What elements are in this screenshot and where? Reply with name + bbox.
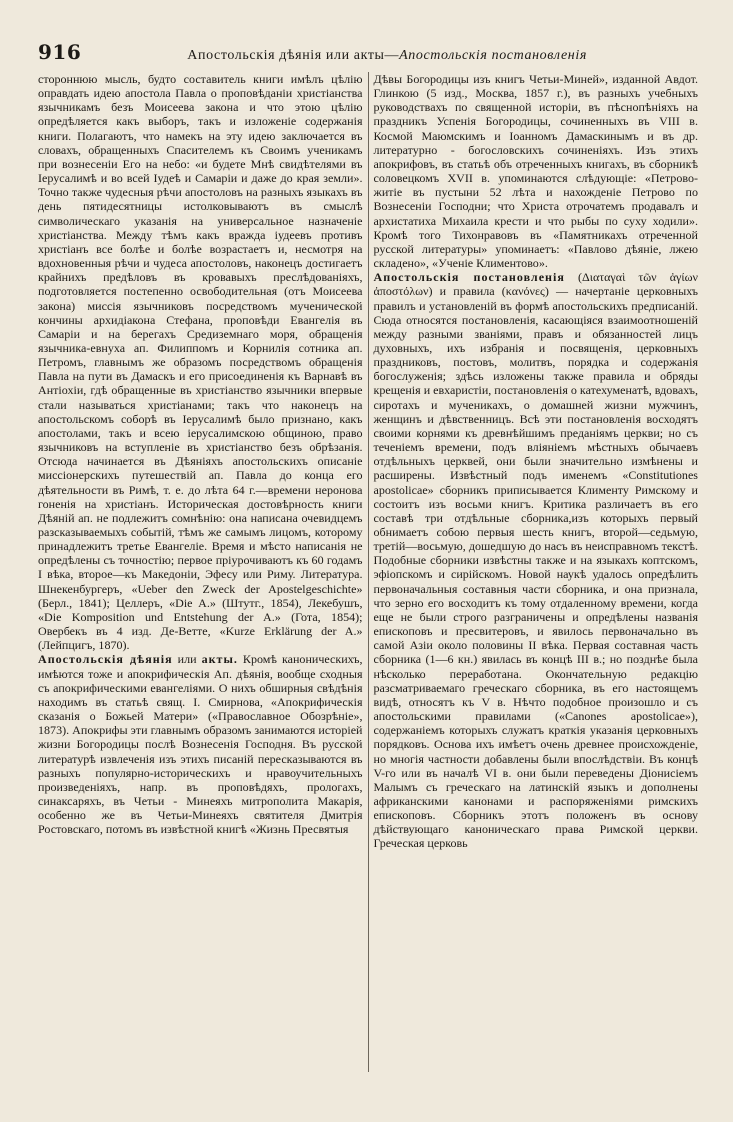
left-paragraph-1: стороннюю мысль, будто составитель книги имѣлъ цѣлію оправдать идею апостола Павла о проповѣданіи христіанства язычникамъ безъ Моисеева закона и что этою цѣлію опредѣляется какъ выборъ, такъ и изложеніе содержанія книги. Полагаютъ, что намекъ на эту идею заключается въ словахъ, обращенныхъ Спасителемъ къ Своимъ ученикамъ при вознесеніи Его на небо: «и будете Мнѣ свидѣтелями въ Іерусалимѣ и во всей Іудеѣ и Самаріи и даже до края земли». Точно также чудесныя рѣчи апостоловъ на разныхъ языкахъ въ день пятидесятницы истолковываютъ въ смыслѣ символическаго указанія на универсальное назначеніе христіанства. Между тѣмъ какъ вражда іудеевъ противъ христіанъ все болѣе и болѣе возрастаетъ и, несмотря на вдохновенныя рѣчи и чудеса апостоловъ, наконецъ достигаетъ крайнихъ предѣловъ въ кровавыхъ преслѣдованіяхъ, подготовляется постепенно освободительная (отъ Моисеева закона) миссія язычниковъ посредствомъ мученической кончины архидіакона Стефана, проповѣди Евангелія въ Самаріи и на берегахъ Средиземнаго моря, обращенія язычника-евнуха ап. Филиппомъ и Корнилія сотника ап. Петромъ, главнымъ же образомъ посредствомъ обращенія Павла на пути въ Дамаскъ и его присоединенія къ Варнавѣ въ Антіохіи, гдѣ обращенные въ христіанство язычники впервые стали называться христіанами; такъ что наконецъ на апостольскомъ соборѣ въ Іерусалимѣ было признано, какъ апостолами, такъ и всею іерусалимскою общиною, право язычниковъ на вступленіе въ христіанство безъ обрѣзанія. Отсюда начинается въ Дѣяніяхъ апостольскихъ описаніе миссіонерскихъ путешествій ап. Павла до конца его дѣятельности въ Римѣ, т. е. до лѣта 64 г.—времени нероновa гоненія на христіанъ. Историческая достовѣрность книги Дѣяній ап. не подлежитъ сомнѣнію: она написана очевидцемъ разсказываемыхъ событій, тѣмъ же самымъ лицомъ, которому принадлежитъ третье Евангеліе. Время и мѣсто написанія не опредѣлены съ точностію; первое пріурочиваютъ къ 60 годамъ I вѣка, второе—къ Македоніи, Эфесу или Риму. Литература. Шнекенбургеръ, «Ueber den Zweck der Apostelgeschichte» (Берл., 1841); Целлеръ, «Die A.» (Штутг., 1854), Лекебушъ, «Die Komposition und Entstehung der A.» (Гота, 1854); Овербекъ въ 4 изд. Де-Ветте, «Kurze Erklärung der A.» (Лейпцигъ, 1870). (38, 72, 363, 653)
entry-heading-or: или (177, 652, 197, 667)
left-paragraph-2: Кромѣ каноническихъ, имѣются тоже и апокрифическія Ап. дѣянія, вообще сходныя съ апокрифическими евангеліями. О нихъ обширныя свѣдѣнія находимъ въ статьѣ свящ. І. Смирнова, «Апокрифическія сказанія о Божьей Матери» («Православное Обозрѣніе», 1873). Апокрифы эти главнымъ образомъ занимаются исторіей жизни Богородицы послѣ Вознесенія Господня. Въ русской литературѣ извлеченія изъ этихъ писаній пересказываются въ разныхъ популярно-историческихъ и нравоучительныхъ произведеніяхъ, напр. въ проповѣдяхъ, прологахъ, синаксаряхъ, въ Четьи - Минеяхъ митрополита Макарія, особенно же въ Четьи-Минеяхъ святителя Дмитрія Ростовскаго, потомъ въ извѣстной книгѣ «Жизнь Пресвятыя (38, 652, 363, 837)
text-columns (38, 72, 698, 1072)
right-paragraph-2: (Διαταγαὶ τῶν ἁγίων ἀποστόλων) и правила (κανόνες) — начертаніе церковныхъ правилъ и установленій въ формѣ апостольскихъ предписаній. Сюда относятся постановленія, касающіяся взаимоотношеній между разными званіями, правъ и обязанностей лицъ духовныхъ, ихъ избранія и посвященія, церковныхъ праздниковъ, постовъ, молитвъ, порядка и содержанія богослуженія; здѣсь изложены также правила и обряды крещенія и евхаристіи, постановленія о катехуменатѣ, вдовахъ, сиротахъ и мученикахъ, о домашней жизни мужчинъ, женщинъ и дѣвственницъ. Всѣ эти постановленія восходятъ своими корнями къ древнѣйшимъ преданіямъ церкви; но съ теченіемъ времени, подъ вліяніемъ мѣстныхъ обычаевъ отдѣльныхъ церквей, они были значительно измѣнены и расширены. Извѣстный подъ именемъ «Constitutiones apostolicae» сборникъ приписывается Клименту Римскому и состоитъ изъ восьми книгъ. Критика различаетъ въ его составѣ три отдѣльные сборника,изъ которыхъ первый обнимаетъ собою первыя шесть книгъ, второй—седьмую, третій—восьмую, дошедшую до насъ въ неисправномъ текстѣ. Подобные сборники извѣстны также и на языкахъ коптскомъ, эфіопскомъ и сирійскомъ. Новой наукѣ удалось опредѣлить первоначальныя составныя части сборника, и она признала, что зерно его восходитъ къ тому отдаленному времени, когда еще не были строго разграничены и опредѣлены названія епископовъ и пресвитеровъ, и явилось первоначально въ самой Азіи около половины II вѣка. Первая составная часть сборника (1—6 кн.) явилась въ концѣ III в.; но позднѣе была нѣсколько переработана. Окончательную редакцію разсматриваемаго греческаго сборника, въ его настоящемъ видѣ, относятъ къ V в. Нѣчто подобное произошло и съ апостольскими правилами («Canones apostolicae»), содержаніемъ которыхъ служатъ краткія указанія церковныхъ порядковъ. Основа ихъ имѣетъ очень древнее происхожденіе, но многія частности добавлены были впослѣдствіи. Въ концѣ V-го или въ началѣ VI в. они были переведены Діонисіемъ Малымъ съ греческаго на латинскій языкъ и дополнены африканскими канонами и распоряженіями римскихъ епископовъ. Сборникъ этотъ положенъ въ основу дѣйствующаго каноническаго права Римской церкви. Греческая церковь (373, 270, 698, 851)
left-column (38, 72, 368, 1072)
entry-heading-apostolic-constitutions: Апостольскія постановленія (373, 270, 565, 285)
page-header (38, 40, 693, 64)
running-head-right: Апостольскія постановленія (399, 48, 587, 63)
right-column (369, 72, 699, 1072)
right-paragraph-1: Дѣвы Богородицы изъ книгъ Четьи-Миней», изданной Авдот. Глинкою (5 изд., Москва, 1857 г.), въ разныхъ учебныхъ руководствахъ по священной исторіи, въ пѣснопѣніяхъ на праздникъ Успенія Богородицы, сочиненныхъ въ VIII в. Космой Маюмскимъ и Іоанномъ Дамаскинымъ и въ др. литературно - богословскихъ сочиненіяхъ. Изъ этихъ апокрифовъ, въ статьѣ объ отреченныхъ книгахъ, въ сборникѣ соловецкомъ XVII в. упоминаются слѣдующіе: «Петрово-житіе въ пустыни 52 лѣта и нахожденіе Петрово по Вознесеніи Господни; что Христа отрочатемъ продавалъ и архистатиха Михаила крести и что рыбы по суху ходили». Кромѣ того Тихонравовъ въ «Памятникахъ отреченной русской литературы» упоминаетъ: «Павлово дѣяніе, лжею складено», «Ученіе Климентово». (373, 72, 698, 271)
left-entry-2 (38, 652, 363, 836)
right-entry-2 (374, 270, 699, 850)
entry-heading-acts: акты. (201, 652, 238, 667)
page-number: 916 (38, 40, 82, 64)
running-head-left: Апостольскія дѣянія или акты— (187, 48, 400, 63)
running-head (81, 48, 693, 64)
entry-heading-apocryphal-acts: Апостольскія дѣянія (38, 652, 173, 667)
